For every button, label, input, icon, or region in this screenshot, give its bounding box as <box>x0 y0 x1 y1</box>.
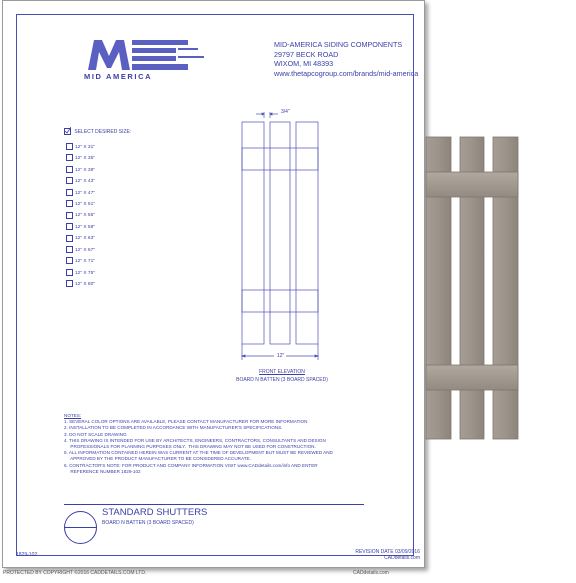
size-option[interactable]: 12" X 47" <box>66 189 95 200</box>
title-symbol-icon <box>64 511 97 544</box>
checkbox-icon[interactable] <box>66 246 73 253</box>
revision-block <box>355 549 420 561</box>
note-line: 1. SEVERAL COLOR OPTIONS ARE AVAILABLE, PLEASE CONTACT MANUFACTURER FOR MORE INFORMATION <box>64 419 308 425</box>
checkbox-icon[interactable] <box>66 235 73 242</box>
company-address: 29797 BECK ROAD <box>274 49 339 59</box>
drawing-subtitle: BOARD N BATTEN (3 BOARD SPACED) <box>102 520 194 526</box>
view-label: FRONT ELEVATION <box>259 369 305 375</box>
size-option[interactable]: 12" X 51" <box>66 200 95 211</box>
checkbox-icon[interactable] <box>66 189 73 196</box>
note-line: 4. THIS DRAWING IS INTENDED FOR USE BY ARCHITECTS, ENGINEERS, CONTRACTORS, CONSULTANTS AND DESIGN <box>64 437 326 443</box>
size-option[interactable]: 12" X 59" <box>66 223 95 234</box>
notes-block <box>64 413 384 475</box>
size-option[interactable]: 12" X 80" <box>66 280 95 291</box>
size-option[interactable]: 12" X 55" <box>66 212 95 223</box>
checkbox-icon[interactable] <box>66 154 73 161</box>
checkbox-icon[interactable] <box>66 166 73 173</box>
notes-heading: NOTES: <box>64 413 82 418</box>
front-elevation-drawing <box>228 104 348 366</box>
size-options-list <box>66 143 95 292</box>
size-heading-label: SELECT DESIRED SIZE: <box>74 128 132 135</box>
note-line: 6. CONTRACTOR'S NOTE: FOR PRODUCT AND COMPANY INFORMATION VISIT www.CADdetails.com/info AND ENTER <box>64 462 318 468</box>
drawing-title: STANDARD SHUTTERS <box>102 507 208 518</box>
note-line: 2. INSTALLATION TO BE COMPLETED IN ACCORDANCE WITH MANUFACTURER'S SPECIFICATIONS. <box>64 425 283 431</box>
company-city: WIXOM, MI 48393 <box>274 59 334 68</box>
revision-site: CADdetails.com <box>384 555 420 561</box>
company-info <box>274 40 418 78</box>
size-option[interactable]: 12" X 63" <box>66 235 95 246</box>
title-divider <box>64 504 364 505</box>
size-selector-heading <box>64 128 131 135</box>
size-option[interactable]: 12" X 35" <box>66 154 95 165</box>
checkbox-icon[interactable] <box>66 177 73 184</box>
checkbox-checked-icon[interactable] <box>64 128 71 135</box>
width-dimension-label: 12" <box>277 353 285 359</box>
logo-wordmark: MID AMERICA <box>84 72 153 81</box>
checkbox-icon[interactable] <box>66 257 73 264</box>
shutter-product-image <box>424 135 524 441</box>
copyright-notice: PROTECTED BY COPYRIGHT ©2016 CADDETAILS.COM LTD. <box>3 570 147 576</box>
size-option[interactable]: 12" X 67" <box>66 246 95 257</box>
note-line: PROFESSIONALS FOR PLANNING PURPOSES ONLY. THIS DRAWING MAY NOT BE USED FOR CONSTRUCTION. <box>64 444 316 450</box>
view-sublabel: BOARD N BATTEN (3 BOARD SPACED) <box>236 377 328 383</box>
checkbox-icon[interactable] <box>66 212 73 219</box>
footer-site[interactable]: CADdetails.com <box>353 570 389 576</box>
checkbox-icon[interactable] <box>66 280 73 287</box>
checkbox-icon[interactable] <box>66 269 73 276</box>
checkbox-icon[interactable] <box>66 223 73 230</box>
top-dimension-label: 3/4" <box>281 109 290 115</box>
drawing-number: 1829-102 <box>16 552 38 558</box>
size-option[interactable]: 12" X 31" <box>66 143 95 154</box>
note-line: APPROVED BY THE PRODUCT MANUFACTURER TO BE CONSIDERED ACCURATE. <box>64 456 251 462</box>
size-option[interactable]: 12" X 71" <box>66 257 95 268</box>
note-line: REFERENCE NUMBER 1829-102 <box>64 468 141 474</box>
revision-date: REVISION DATE 03/09/2016 <box>355 549 420 555</box>
company-url[interactable]: www.thetapcogroup.com/brands/mid-america <box>274 68 419 78</box>
size-option[interactable]: 12" X 39" <box>66 166 95 177</box>
size-option[interactable]: 12" X 43" <box>66 177 95 188</box>
note-line: 5. ALL INFORMATION CONTAINED HEREIN WAS CURRENT AT THE TIME OF DEVELOPMENT BUT MUST BE REVIEWED AND <box>64 450 333 456</box>
checkbox-icon[interactable] <box>66 143 73 150</box>
note-line: 3. DO NOT SCALE DRAWING <box>64 431 127 437</box>
company-name: MID-AMERICA SIDING COMPONENTS <box>274 40 403 49</box>
view-caption <box>222 368 342 384</box>
checkbox-icon[interactable] <box>66 200 73 207</box>
size-option[interactable]: 12" X 75" <box>66 269 95 280</box>
